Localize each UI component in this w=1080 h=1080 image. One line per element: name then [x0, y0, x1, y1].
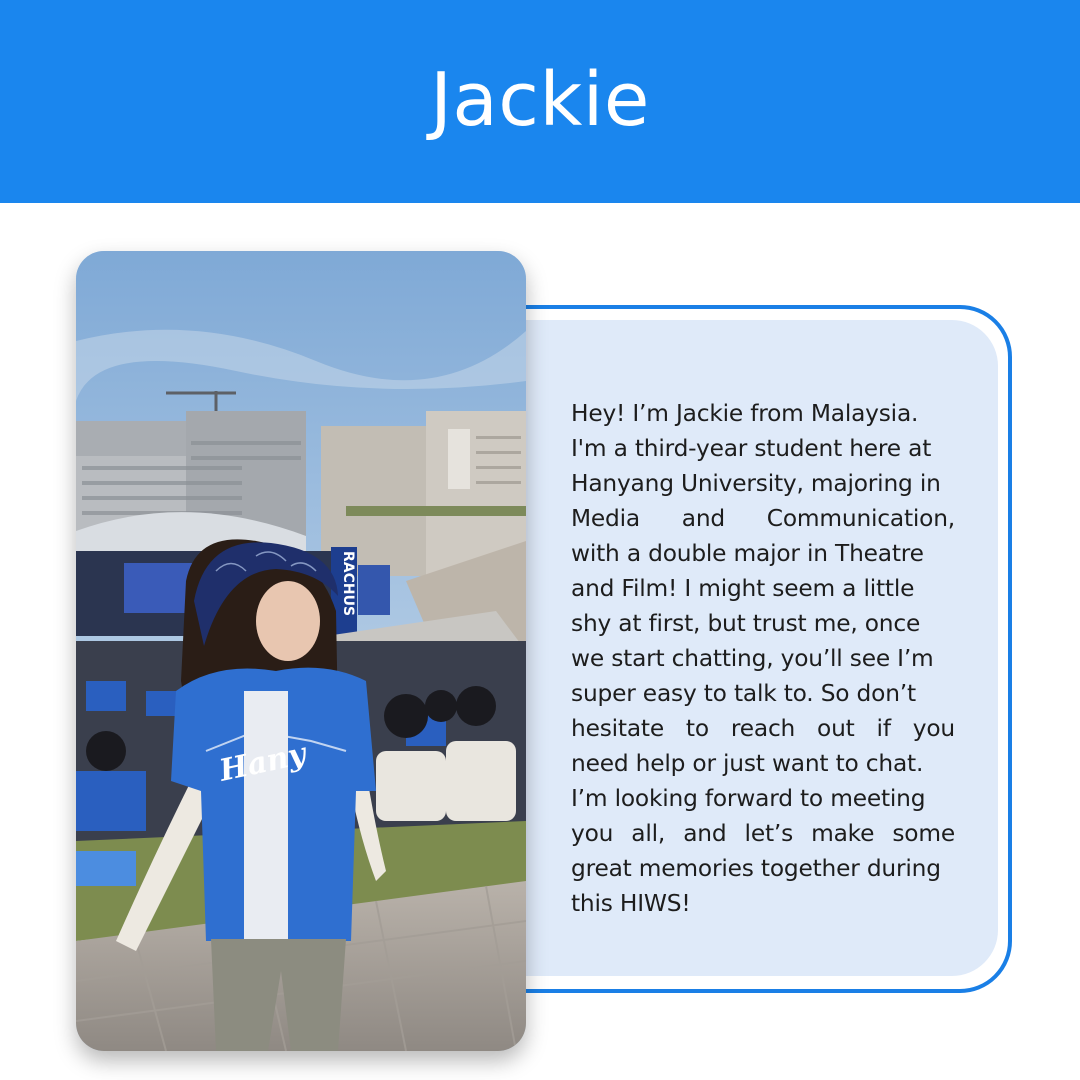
stage-banner-text: RACHUS	[340, 551, 356, 617]
crowd-shirts-white	[376, 741, 516, 821]
bio-line: you all, and let’s make some	[571, 820, 955, 847]
bio-line: we start chatting, you’ll see I’m	[571, 645, 934, 672]
bio-line: need help or just want to chat.	[571, 750, 924, 777]
bio-line: shy at first, but trust me, once	[571, 610, 921, 637]
bio-line: Hey! I’m Jackie from Malaysia.	[571, 400, 919, 427]
trees	[346, 506, 526, 516]
jersey-shirt	[244, 691, 288, 941]
photo-illustration	[76, 251, 526, 1051]
face	[256, 581, 320, 661]
bio-line: I'm a third-year student here at	[571, 435, 932, 462]
bio-line: this HIWS!	[571, 890, 691, 917]
bio-line: great memories together during	[571, 855, 941, 882]
jersey-text: Hany	[216, 736, 309, 789]
profile-photo	[76, 251, 526, 1051]
bio-line: hesitate to reach out if you	[571, 715, 955, 742]
banner	[448, 429, 470, 489]
bio-line: super easy to talk to. So don’t	[571, 680, 916, 707]
bio-line: Media and Communication,	[571, 505, 955, 532]
bio-text	[571, 396, 955, 921]
mat	[76, 851, 136, 886]
page-title: Jackie	[430, 56, 650, 143]
bio-line: Hanyang University, majoring in	[571, 470, 941, 497]
bio-line: with a double major in Theatre	[571, 540, 924, 567]
stage-screen	[358, 565, 390, 615]
bio-line: I’m looking forward to meeting	[571, 785, 926, 812]
bio-line: and Film! I might seem a little	[571, 575, 915, 602]
header-banner	[0, 0, 1080, 203]
